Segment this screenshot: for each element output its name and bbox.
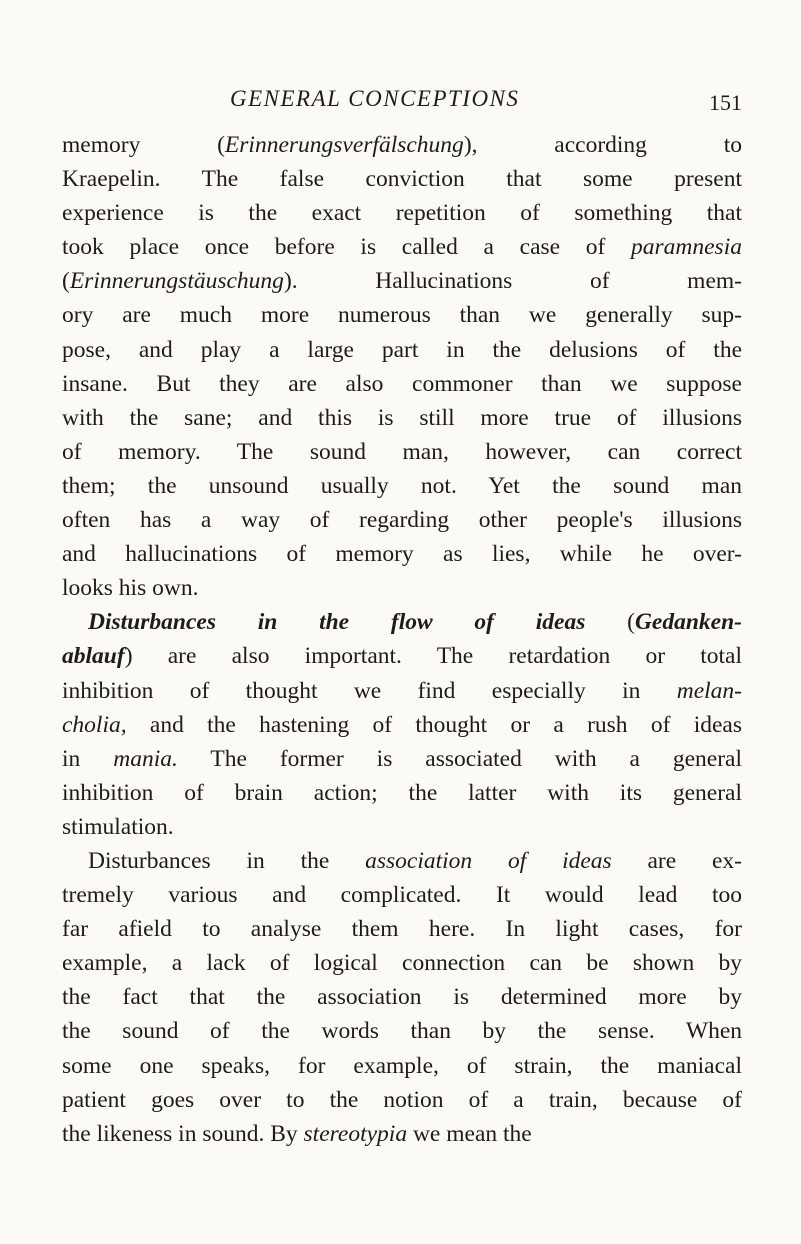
text-line	[62, 333, 742, 367]
text-run: and the hastening of thought or a rush of ideas	[126, 711, 742, 738]
text-run: with the sane; and this is still more true of illusions	[62, 404, 742, 431]
text-run: looks his own.	[62, 575, 199, 602]
text-run: the sound of the words than by the sense. When	[62, 1018, 742, 1045]
text-run: example, a lack of logical connection can be shown by	[62, 950, 742, 977]
text-run: far afield to analyse them here. In light cases, for	[62, 916, 742, 943]
page-header	[62, 84, 742, 118]
italic-term: Erinnerungstäuschung	[69, 268, 284, 295]
text-line	[62, 946, 742, 980]
text-run: of memory. The sound man, however, can correct	[62, 438, 742, 465]
text-line	[62, 537, 742, 571]
text-run: Kraepelin. The false conviction that some present	[62, 166, 742, 193]
italic-term: cholia,	[62, 711, 127, 738]
text-line	[62, 401, 742, 435]
text-run: experience is the exact repetition of something that	[62, 200, 742, 227]
text-line	[62, 708, 742, 742]
italic-term: mania.	[113, 745, 178, 772]
text-run: memory (	[62, 132, 225, 158]
text-line	[62, 810, 742, 844]
text-run: the fact that the association is determined more by	[62, 984, 742, 1011]
text-line	[62, 742, 742, 776]
text-run: some one speaks, for example, of strain, the maniacal	[62, 1052, 742, 1079]
text-run: tremely various and complicated. It would lead too	[62, 882, 742, 909]
text-line	[62, 1083, 742, 1117]
text-run: pose, and play a large part in the delusions of the	[62, 336, 742, 363]
text-line	[62, 162, 742, 196]
text-line	[62, 912, 742, 946]
text-run: in	[62, 745, 114, 772]
body-text	[62, 128, 742, 1151]
italic-term: melan-	[676, 677, 742, 704]
text-run: insane. But they are also commoner than we suppose	[62, 370, 742, 397]
text-run: the likeness in sound. By	[62, 1120, 304, 1147]
text-line	[62, 503, 742, 537]
text-line	[62, 844, 742, 878]
text-line	[62, 776, 742, 810]
text-run: them; the unsound usually not. Yet the sound man	[62, 472, 742, 499]
bold-italic-term: ablauf	[62, 643, 125, 670]
text-line	[62, 367, 742, 401]
text-line	[62, 469, 742, 503]
text-line	[62, 1049, 742, 1083]
book-page	[62, 84, 742, 1151]
bold-italic-term: Gedanken-	[634, 609, 742, 636]
italic-term: stereotypia	[303, 1120, 408, 1147]
text-run: are ex-	[611, 847, 742, 874]
text-run: took place once before is called a case of	[62, 234, 632, 261]
text-run: ory are much more numerous than we generally sup-	[62, 302, 742, 329]
text-run: (	[585, 609, 635, 636]
bold-italic-term: Disturbances in the flow of ideas	[88, 609, 586, 636]
text-run: ), according to	[463, 132, 742, 158]
text-run: ) are also important. The retardation or total	[124, 643, 742, 670]
text-run: The former is associated with a general	[177, 745, 742, 772]
text-line	[62, 571, 742, 605]
text-line	[62, 878, 742, 912]
text-line	[62, 196, 742, 230]
text-line	[62, 230, 742, 264]
text-line	[62, 605, 742, 639]
page-number: 151	[709, 90, 742, 115]
text-run: and hallucinations of memory as lies, while he over-	[62, 541, 742, 568]
text-line	[62, 1014, 742, 1048]
text-line	[62, 639, 742, 673]
text-run: inhibition of thought we find especially in	[62, 677, 677, 704]
text-run: Disturbances in the	[88, 847, 366, 874]
running-head: GENERAL CONCEPTIONS	[230, 86, 520, 111]
text-line	[62, 298, 742, 332]
text-run: often has a way of regarding other people's illusions	[62, 507, 742, 534]
italic-term: association of ideas	[365, 847, 612, 874]
text-line	[62, 1117, 742, 1151]
text-line	[62, 128, 742, 162]
text-line	[62, 980, 742, 1014]
text-line	[62, 264, 742, 298]
italic-term: paramnesia	[631, 234, 742, 261]
text-line	[62, 435, 742, 469]
italic-term: Erinnerungsverfälschung	[224, 132, 464, 158]
text-run: inhibition of brain action; the latter with its general	[62, 779, 742, 806]
text-run: we mean the	[407, 1120, 532, 1147]
text-run: stimulation.	[62, 813, 174, 840]
text-run: patient goes over to the notion of a train, because of	[62, 1086, 742, 1113]
text-run: ). Hallucinations of mem-	[283, 268, 742, 295]
text-run: (	[62, 268, 70, 295]
text-line	[62, 674, 742, 708]
